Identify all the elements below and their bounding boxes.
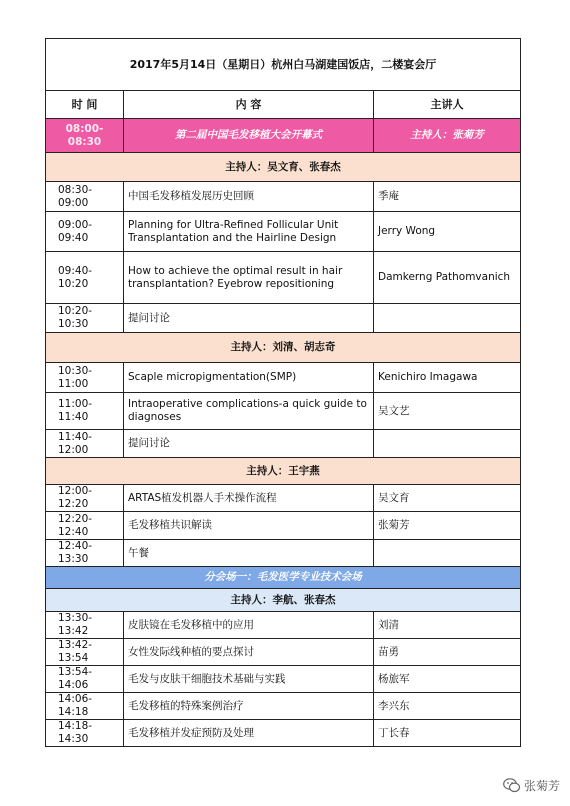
table-row (46, 720, 521, 747)
row-speaker: 张菊芳 (374, 512, 521, 540)
session-label: 分会场一：毛发医学专业技术会场 (46, 567, 521, 589)
row-speaker: 李兴东 (374, 693, 521, 720)
row-time: 12:00-12:20 (46, 485, 124, 512)
row-time: 09:00-09:40 (46, 212, 124, 252)
row-content: 毛发移植的特殊案例治疗 (124, 693, 374, 720)
wechat-icon (503, 778, 521, 793)
row-content: 提问讨论 (124, 430, 374, 458)
opening-host: 主持人：张菊芳 (374, 119, 521, 153)
watermark (503, 777, 560, 794)
table-row (46, 639, 521, 666)
host-label: 主持人：王宇燕 (46, 458, 521, 485)
row-time: 12:40-13:30 (46, 540, 124, 567)
table-row (46, 212, 521, 252)
row-content: 毛发移植并发症预防及处理 (124, 720, 374, 747)
table-row (46, 363, 521, 393)
row-time: 13:30-13:42 (46, 612, 124, 639)
row-time: 13:42-13:54 (46, 639, 124, 666)
row-content: 中国毛发移植发展历史回顾 (124, 182, 374, 212)
table-row (46, 304, 521, 333)
row-speaker (374, 540, 521, 567)
table-row (46, 252, 521, 304)
title-row (46, 39, 521, 91)
host-row (46, 589, 521, 612)
row-speaker: 刘清 (374, 612, 521, 639)
row-speaker: 苗勇 (374, 639, 521, 666)
host-row (46, 458, 521, 485)
table-row (46, 666, 521, 693)
header-row (46, 91, 521, 119)
row-time: 09:40-10:20 (46, 252, 124, 304)
row-time: 11:00-11:40 (46, 393, 124, 430)
row-content: 女性发际线种植的要点探讨 (124, 639, 374, 666)
table-row (46, 693, 521, 720)
opening-content: 第二届中国毛发移植大会开幕式 (124, 119, 374, 153)
row-content: Scaple micropigmentation(SMP) (124, 363, 374, 393)
header-speaker: 主讲人 (374, 91, 521, 119)
table-row (46, 512, 521, 540)
row-time: 10:30-11:00 (46, 363, 124, 393)
schedule-table (45, 38, 521, 747)
row-speaker: 杨旅军 (374, 666, 521, 693)
schedule-title: 2017年5月14日（星期日）杭州白马湖建国饭店，二楼宴会厅 (46, 39, 521, 91)
row-content: Planning for Ultra-Refined Follicular Unit Transplantation and the Hairline Design (124, 212, 374, 252)
host-row (46, 153, 521, 182)
table-row (46, 612, 521, 639)
table-row (46, 393, 521, 430)
table-row (46, 540, 521, 567)
row-content: Intraoperative complications-a quick guide to diagnoses (124, 393, 374, 430)
table-row (46, 430, 521, 458)
row-time: 08:30-09:00 (46, 182, 124, 212)
opening-row (46, 119, 521, 153)
row-content: 毛发移植共识解读 (124, 512, 374, 540)
row-speaker (374, 304, 521, 333)
row-time: 10:20-10:30 (46, 304, 124, 333)
table-row (46, 485, 521, 512)
opening-time: 08:00-08:30 (46, 119, 124, 153)
row-content: ARTAS植发机器人手术操作流程 (124, 485, 374, 512)
host-label: 主持人：吴文育、张春杰 (46, 153, 521, 182)
row-content: 提问讨论 (124, 304, 374, 333)
row-content: 午餐 (124, 540, 374, 567)
header-time: 时 间 (46, 91, 124, 119)
row-time: 13:54-14:06 (46, 666, 124, 693)
row-speaker: 吴文艺 (374, 393, 521, 430)
host-label: 主持人：李航、张春杰 (46, 589, 521, 612)
row-speaker: 丁长春 (374, 720, 521, 747)
row-content: 皮肤镜在毛发移植中的应用 (124, 612, 374, 639)
row-speaker: 季庵 (374, 182, 521, 212)
watermark-text: 张菊芳 (523, 779, 560, 793)
row-time: 12:20-12:40 (46, 512, 124, 540)
header-content: 内 容 (124, 91, 374, 119)
row-content: How to achieve the optimal result in hair transplantation? Eyebrow repositioning (124, 252, 374, 304)
row-time: 14:06-14:18 (46, 693, 124, 720)
row-speaker: Damkerng Pathomvanich (374, 252, 521, 304)
host-label: 主持人：刘清、胡志奇 (46, 333, 521, 363)
table-row (46, 182, 521, 212)
session-row (46, 567, 521, 589)
row-speaker (374, 430, 521, 458)
row-speaker: Kenichiro Imagawa (374, 363, 521, 393)
row-speaker: Jerry Wong (374, 212, 521, 252)
row-speaker: 吴文育 (374, 485, 521, 512)
row-content: 毛发与皮肤干细胞技术基础与实践 (124, 666, 374, 693)
row-time: 14:18-14:30 (46, 720, 124, 747)
host-row (46, 333, 521, 363)
row-time: 11:40-12:00 (46, 430, 124, 458)
